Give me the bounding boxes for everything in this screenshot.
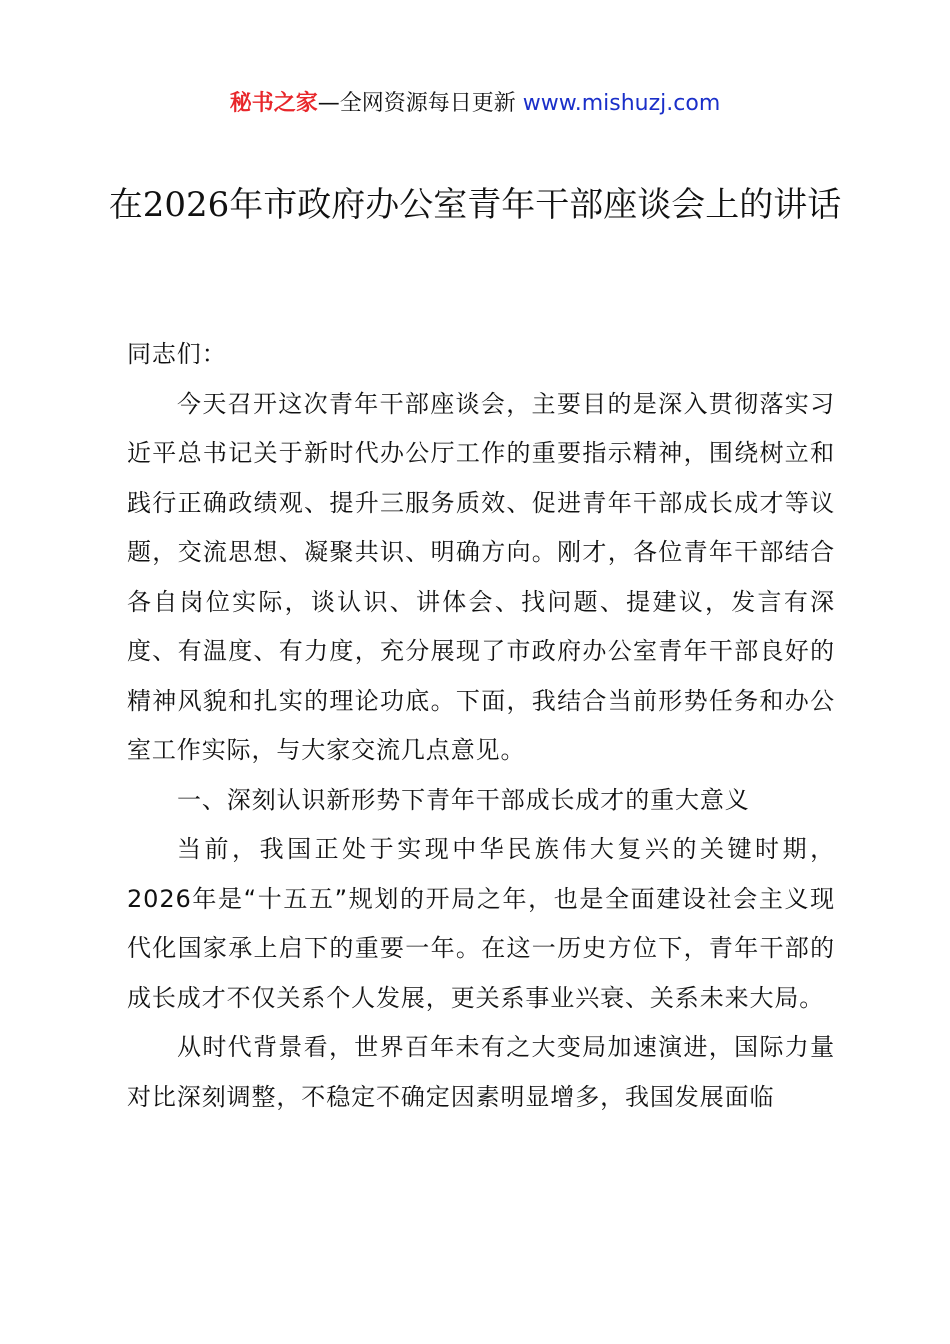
site-header [0,88,950,120]
paragraph-background: 从时代背景看，世界百年未有之大变局加速演进，国际力量对比深刻调整，不稳定不确定因素明显增多，我国发展面临 [127,1033,835,1111]
salutation: 同志们： [127,340,227,368]
section-heading-1: 一、深刻认识新形势下青年干部成长成才的重大意义 [177,785,750,814]
paragraph-intro: 今天召开这次青年干部座谈会，主要目的是深入贯彻落实习近平总书记关于新时代办公厅工作的重要指示精神，围绕树立和践行正确政绩观、提升三服务质效、促进青年干部成长成才等议题，交流思想、凝聚共识、明确方向。刚才，各位青年干部结合各自岗位实际，谈认识、讲体会、找问题、提建议，发言有深度、有温度、有力度，充分展现了市政府办公室青年干部良好的精神风貌和扎实的理论功底。下面，我结合当前形势任务和办公室工作实际，与大家交流几点意见。 [127,389,835,764]
site-brand[interactable]: 秘书之家 [229,91,318,116]
site-tagline: —全网资源每日更新 [317,91,523,116]
paragraph-context: 当前，我国正处于实现中华民族伟大复兴的关键时期，2026年是“十五五”规划的开局之年，也是全面建设社会主义现代化国家承上启下的重要一年。在这一历史方位下，青年干部的成长成才不仅关系个人发展，更关系事业兴衰、关系未来大局。 [127,835,835,1012]
site-url-link[interactable]: www.mishuzj.com [522,91,721,116]
document-title: 在2026年市政府办公室青年干部座谈会上的讲话 [108,185,842,225]
document-body [127,330,835,1122]
